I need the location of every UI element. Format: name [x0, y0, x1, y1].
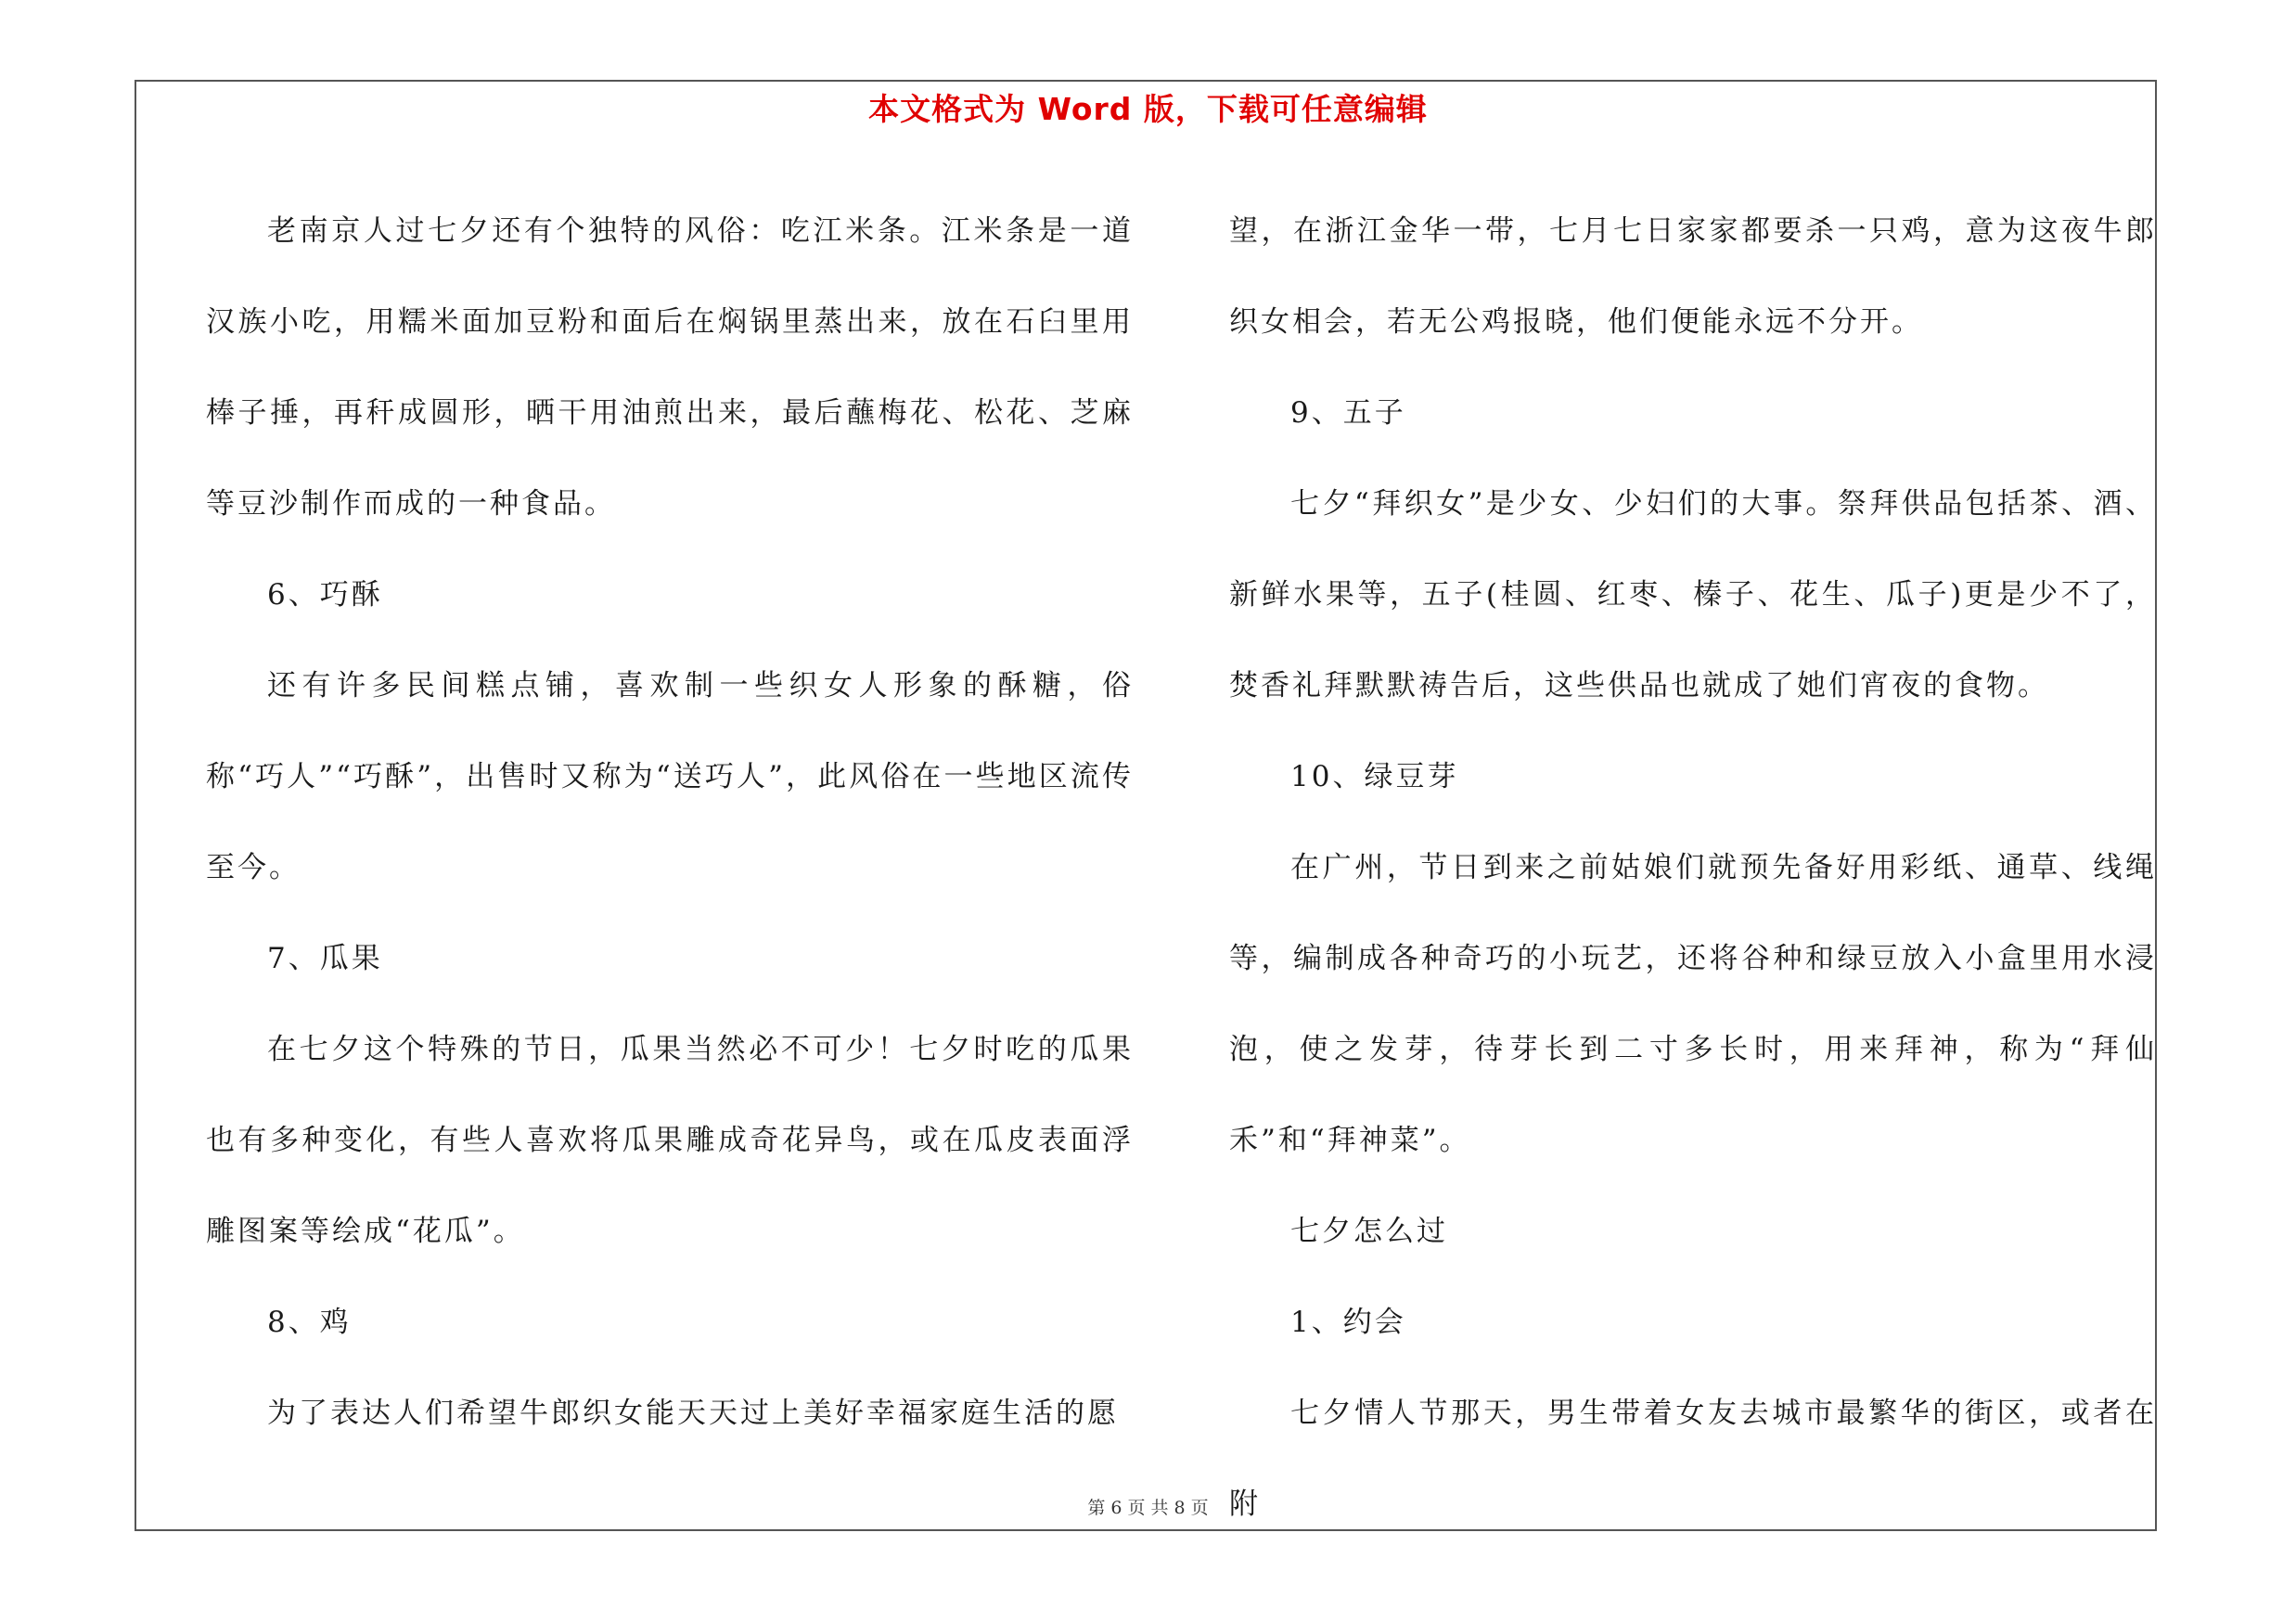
- paragraph: 在七夕这个特殊的节日，瓜果当然必不可少！七夕时吃的瓜果也有多种变化，有些人喜欢将瓜果雕成奇花异鸟，或在瓜皮表面浮雕图案等绘成“花瓜”。: [206, 1033, 1134, 1248]
- section-heading: 七夕怎么过: [1290, 1215, 1448, 1248]
- footer-prefix: 第: [1087, 1498, 1106, 1518]
- paragraph-continued: 望，在浙江金华一带，七月七日家家都要杀一只鸡，意为这夜牛郎织女相会，若无公鸡报晓，他们便能永远不分开。: [1229, 214, 2157, 339]
- paragraph: 七夕情人节那天，男生带着女友去城市最繁华的街区，或者在附: [1229, 1397, 2157, 1521]
- section-heading: 7、瓜果: [267, 942, 383, 975]
- paragraph: 在广州，节日到来之前姑娘们就预先备好用彩纸、通草、线绳等，编制成各种奇巧的小玩艺，还将谷种和绿豆放入小盒里用水浸泡，使之发芽，待芽长到二寸多长时，用来拜神，称为“拜仙禾”和“拜神菜”。: [1229, 851, 2157, 1157]
- paragraph: 老南京人过七夕还有个独特的风俗：吃江米条。江米条是一道汉族小吃，用糯米面加豆粉和面后在焖锅里蒸出来，放在石臼里用棒子捶，再秆成圆形，晒干用油煎出来，最后蘸梅花、松花、芝麻等豆沙制作而成的一种食品。: [206, 214, 1134, 521]
- paragraph: 七夕“拜织女”是少女、少妇们的大事。祭拜供品包括茶、酒、新鲜水果等，五子(桂圆、红枣、榛子、花生、瓜子)更是少不了，焚香礼拜默默祷告后，这些供品也就成了她们宵夜的食物。: [1229, 487, 2157, 702]
- header-banner: 本文格式为 Word 版，下载可任意编辑: [868, 91, 1428, 127]
- section-heading: 9、五子: [1290, 396, 1406, 430]
- footer-suffix: 页: [1190, 1498, 1209, 1518]
- section-heading: 10、绿豆芽: [1290, 760, 1459, 793]
- page-footer: [0, 1494, 2296, 1519]
- paragraph: 还有许多民间糕点铺，喜欢制一些织女人形象的酥糖，俗称“巧人”“巧酥”，出售时又称为“送巧人”，此风俗在一些地区流传至今。: [206, 669, 1134, 884]
- left-column: [206, 186, 1134, 1459]
- footer-middle: 页 共: [1127, 1498, 1169, 1518]
- section-heading: 8、鸡: [267, 1306, 352, 1339]
- footer-total-pages: 8: [1174, 1498, 1186, 1518]
- paragraph: 为了表达人们希望牛郎织女能天天过上美好幸福家庭生活的愿: [267, 1397, 1119, 1430]
- right-column: [1229, 186, 2157, 1550]
- footer-current-page: 6: [1110, 1498, 1122, 1518]
- section-heading: 6、巧酥: [267, 578, 383, 612]
- section-heading: 1、约会: [1290, 1306, 1406, 1339]
